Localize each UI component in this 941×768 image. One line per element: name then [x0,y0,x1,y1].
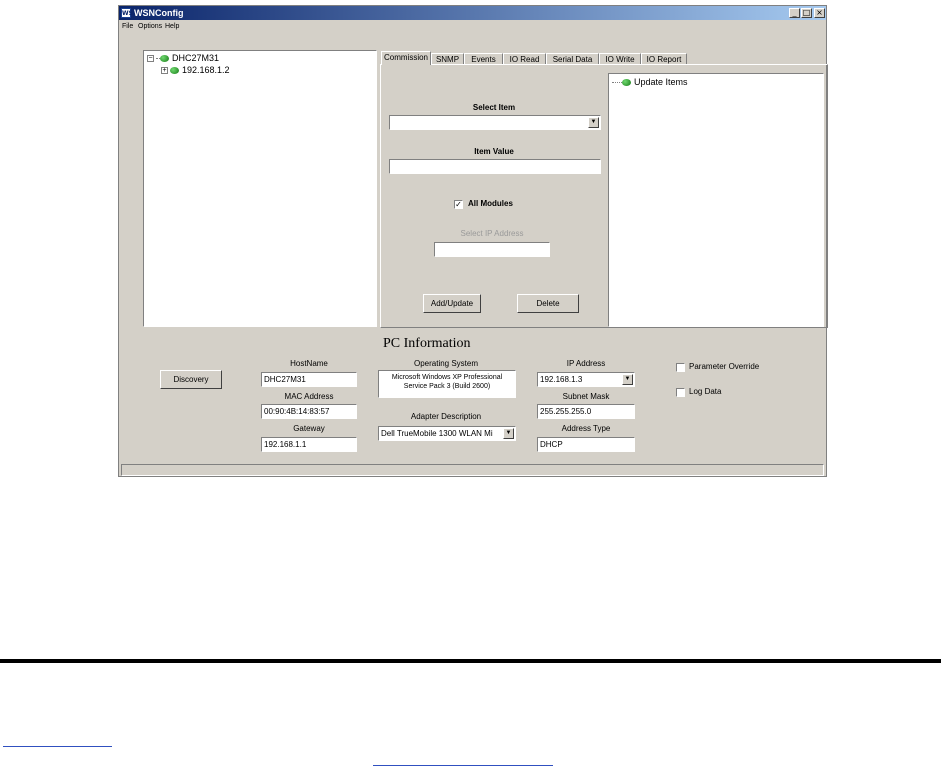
address-type-field[interactable]: DHCP [537,437,635,452]
horizontal-divider [0,659,941,663]
discovery-button[interactable]: Discovery [160,370,222,389]
close-button[interactable]: × [814,8,825,18]
chevron-down-icon[interactable]: ▼ [622,374,633,385]
all-modules-label: All Modules [468,199,513,208]
os-field[interactable] [378,370,516,398]
select-ip-label: Select IP Address [460,229,524,238]
select-item-dropdown[interactable] [389,115,601,130]
tree-node-label: 192.168.1.2 [182,65,230,75]
tree-node-update-items[interactable] [612,77,688,87]
mac-address-label: MAC Address [284,392,334,401]
mac-address-field[interactable]: 00:90:4B:14:83:57 [261,404,357,419]
window-title: WSNConfig [134,8,184,18]
menu-file[interactable]: File [122,23,134,30]
title-bar[interactable] [119,6,826,20]
tab-io-report[interactable]: IO Report [641,53,687,64]
device-tree[interactable] [143,50,377,327]
select-ip-input[interactable] [434,242,550,257]
item-value-label: Item Value [474,147,514,156]
ip-address-value: 192.168.1.3 [540,375,583,384]
link-underline[interactable] [373,765,553,766]
address-type-label: Address Type [561,424,611,433]
tree-node-label: DHC27M31 [172,53,220,63]
os-label: Operating System [413,359,479,368]
hostname-label: HostName [290,359,328,368]
maximize-button[interactable]: □ [802,8,811,17]
tree-node-label: Update Items [634,77,688,87]
ip-address-dropdown[interactable] [537,372,635,387]
adapter-description-label: Adapter Description [410,412,482,421]
tab-snmp[interactable]: SNMP [431,53,464,64]
log-data-checkbox[interactable] [676,388,685,397]
tab-events[interactable]: Events [464,53,503,64]
tab-serial-data[interactable]: Serial Data [546,53,599,64]
item-value-input[interactable] [389,159,601,174]
ip-address-label: IP Address [566,359,606,368]
tab-io-read[interactable]: IO Read [503,53,546,64]
select-item-label: Select Item [472,103,516,112]
all-modules-checkbox[interactable]: ✓ [455,200,462,209]
parameter-override-label: Parameter Override [689,362,760,371]
gateway-field[interactable]: 192.168.1.1 [261,437,357,452]
delete-button[interactable]: Delete [517,294,579,313]
log-data-label: Log Data [689,387,722,396]
collapse-icon[interactable]: − [148,55,153,63]
tree-node-child[interactable] [161,65,230,75]
menu-bar [119,21,826,33]
update-items-tree[interactable] [608,73,824,327]
tab-io-write[interactable]: IO Write [599,53,641,64]
menu-help[interactable]: Help [165,23,180,30]
chevron-down-icon[interactable]: ▼ [588,117,599,128]
pc-info-heading: PC Information [383,336,471,351]
os-line-1: Microsoft Windows XP Professional [391,374,503,381]
menu-options[interactable]: Options [138,23,163,30]
wsnconfig-window [118,5,827,477]
node-icon [170,67,179,74]
tab-commission[interactable]: Commission [381,51,431,65]
add-update-button[interactable]: Add/Update [423,294,481,313]
commission-panel [380,64,828,328]
minimize-button[interactable]: _ [789,8,800,18]
hostname-field[interactable]: DHC27M31 [261,372,357,387]
subnet-mask-label: Subnet Mask [562,392,610,401]
expand-icon[interactable]: + [162,67,167,75]
gateway-label: Gateway [293,424,325,433]
parameter-override-checkbox[interactable] [676,363,685,372]
adapter-description-dropdown[interactable] [378,426,516,441]
subnet-mask-field[interactable]: 255.255.255.0 [537,404,635,419]
link-underline[interactable] [3,746,112,747]
chevron-down-icon[interactable]: ▼ [503,428,514,439]
node-icon [160,55,169,62]
node-icon [622,79,631,86]
app-icon: WSN [122,10,138,17]
status-bar [121,464,824,476]
tree-node-root[interactable] [147,53,219,63]
os-line-2: Service Pack 3 (Build 2600) [403,383,491,390]
adapter-description-value: Dell TrueMobile 1300 WLAN Mi [381,429,493,438]
